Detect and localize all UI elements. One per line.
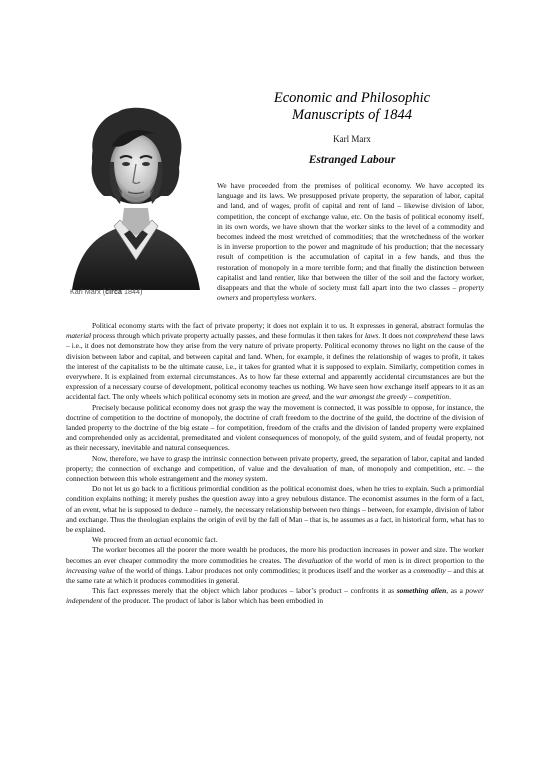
portrait-caption: Karl Marx (circa 1844) — [70, 287, 143, 296]
paragraph-5: Do not let us go back to a fictitious primordial condition as the political economist does, when he tries to explain. Such a primordial condition explains nothing; it merely pushes the question away into a grey nebulous distance. The economist assumes in the form of a fact, of an event, what he is supposed to deduce – namely, the necessary relationship between two things – between, for example, division of labor and exchange. Thus the theologian explains the origin of evil by the fall of Man – that is, he assumes as a fact, in historical form, what has to be explained. — [66, 484, 484, 535]
document-title-line-1: Economic and Philosophic — [273, 90, 431, 106]
paragraph-6: We proceed from an actual economic fact. — [92, 535, 218, 545]
body-text — [66, 321, 484, 607]
portrait-drawing — [68, 100, 204, 298]
paragraph-7: The worker becomes all the poorer the more wealth he produces, the more his production increases in power and size. The worker becomes an ever cheaper commodity the more commodities he creates. The devaluation of the world of men is in direct proportion to the increasing value of the world of things. Labor produces not only commodities; it produces itself and the worker as a commodity – and this at the same rate at which it produces commodities in general. — [66, 545, 484, 586]
author-name: Karl Marx — [333, 134, 371, 144]
paragraph-4: Now, therefore, we have to grasp the intrinsic connection between private property, greed, the separation of labor, capital and landed property; the connection of exchange and competition, of value and the devaluation of man, of monopoly and competition, etc. – the connection between this whole estrangement and the money system. — [66, 453, 484, 484]
paragraph-3: Precisely because political economy does not grasp the way the movement is connected, it was possible to oppose, for instance, the doctrine of competition to the doctrine of monopoly, the doctrine of craft freedom to the doctrine of the guild, the doctrine of the division of landed property to the doctrine of the big estate – for competition, freedom of the crafts and the division of landed property were explained and comprehended only as accidental, premeditated and violent consequences of monopoly, of the guild system, and of feudal property, not as their necessary, inevitable and natural consequences. — [66, 402, 484, 453]
paragraph-2: Political economy starts with the fact of private property; it does not explain it to us. It expresses in general, abstract formulas the material process through which private property actually passes, and these formulas it then takes for laws. It does not comprehend these laws – i.e., it does not demonstrate how they arise from the very nature of private property. Political economy throws no light on the cause of the division between labor and capital, and between capital and land. When, for example, it defines the relationship of wages to profit, it takes the interest of the capitalists to be the ultimate cause, i.e., it takes for granted what it is supposed to explain. Similarly, competition comes in everywhere. It is explained from external circumstances. As to how far these external and apparently accidental circumstances are but the expression of a necessary course of development, political economy teaches us nothing. We have seen how exchange itself appears to it as an accidental fact. The only wheels which political economy sets in motion are greed, and the war amongst the greedy – competition. — [66, 321, 484, 402]
document-title-line-2: Manuscripts of 1844 — [291, 107, 413, 123]
paragraph-8: This fact expresses merely that the object which labor produces – labor’s product – confronts it as something alien, as a power independent of the producer. The product of labor is labor which has been embodied in — [66, 586, 485, 606]
section-heading: Estranged Labour — [308, 154, 396, 166]
paragraph-1: We have proceeded from the premises of political economy. We have accepted its language and its laws. We presupposed private property, the separation of labor, capital and land, and of wages, profit of capital and rent of land – likewise division of labor, competition, the concept of exchange value, etc. On the basis of political economy itself, in its own words, we have shown that the worker sinks to the level of a commodity and becomes indeed the most wretched of commodities; that the wretchedness of the worker is in inverse proportion to the power and magnitude of his production; that the necessary result of competition is the accumulation of capital in a few hands, and thus the restoration of monopoly in a more terrible form; and that finally the distinction between capitalist and land rentier, like that between the tiller of the soil and the factory worker, disappears and that the whole of society must fall apart into the two classes – property owners and propertyless workers. — [217, 181, 484, 303]
portrait-image — [68, 100, 204, 298]
